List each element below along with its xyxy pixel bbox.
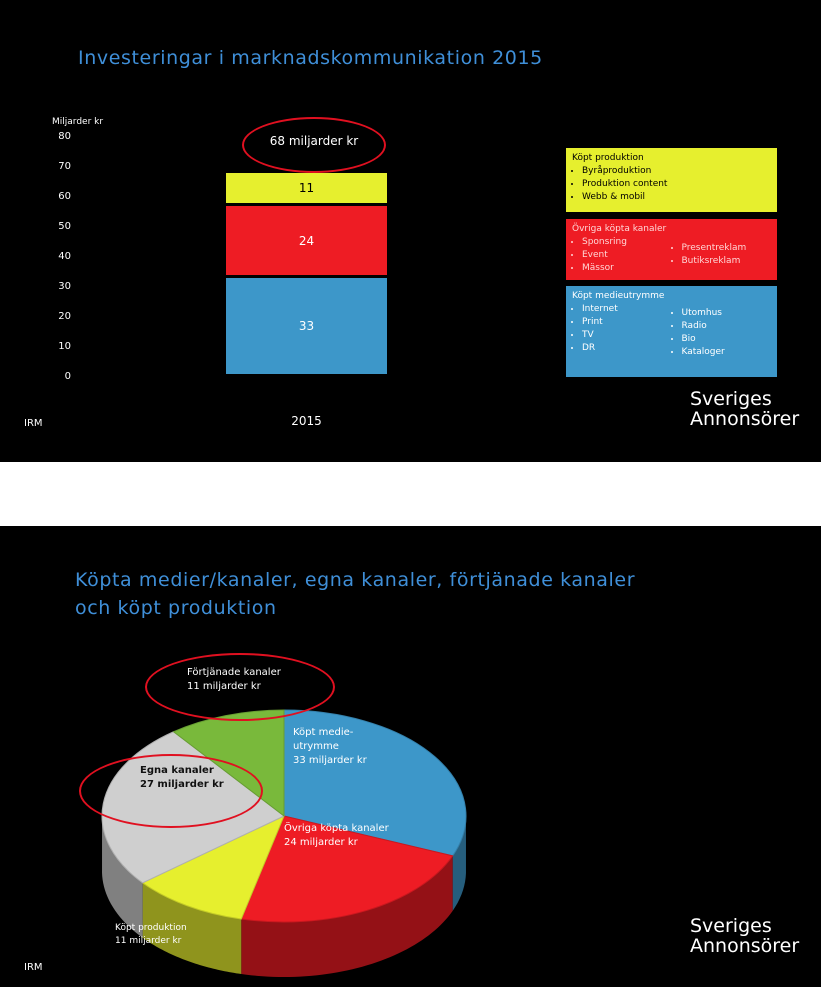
label-line: 24 miljarder kr — [284, 837, 358, 848]
y-axis-label: Miljarder kr — [52, 117, 104, 127]
legend-heading: Övriga köpta kanaler — [572, 224, 667, 234]
bar-segment-media — [226, 278, 387, 374]
legend-item: • Byråproduktion — [582, 165, 771, 178]
slide-channel-split — [0, 526, 821, 987]
label-kopt-produktion — [115, 922, 187, 948]
legend-kopt-medieutrymme — [566, 286, 777, 377]
label-line: 11 miljarder kr — [115, 936, 182, 946]
y-tick-label: 50 — [58, 221, 71, 232]
legend-item: • Kataloger — [682, 346, 772, 359]
y-tick-label: 0 — [64, 371, 71, 382]
bar-segment-ovriga — [226, 206, 387, 275]
legend-item: • Sponsring — [582, 236, 672, 249]
y-tick-label: 40 — [58, 251, 71, 262]
label-fortjanade-kanaler — [187, 666, 281, 694]
legend-ovriga-kanaler — [566, 219, 777, 280]
label-line: 33 miljarder kr — [293, 755, 367, 766]
y-tick-label: 60 — [58, 191, 71, 202]
y-tick-label: 80 — [58, 131, 71, 142]
label-egna-kanaler — [140, 764, 224, 792]
legend-item: • Mässor — [582, 262, 672, 275]
brand-line-1: Sveriges — [690, 388, 772, 410]
irm-footer: IRM — [24, 962, 43, 973]
legend-heading: Köpt produktion — [572, 153, 644, 163]
legend-item: • Utomhus — [682, 307, 772, 320]
label-kopt-medieutrymme — [293, 726, 367, 768]
total-label: 68 miljarder kr — [269, 134, 359, 148]
brand-line-2: Annonsörer — [690, 408, 800, 430]
legend-item: • Radio — [682, 320, 772, 333]
bar-value-label: 24 — [298, 233, 315, 248]
legend-heading: Köpt medieutrymme — [572, 291, 665, 301]
y-tick-label: 30 — [58, 281, 71, 292]
legend-item: • DR — [582, 342, 672, 355]
y-tick-label: 10 — [58, 341, 71, 352]
legend-item: • Butiksreklam — [682, 255, 772, 268]
chart-title-line-2: och köpt produktion — [75, 597, 277, 619]
legend-item: • Event — [582, 249, 672, 262]
label-line: Förtjänade kanaler — [187, 667, 281, 678]
legend-item: • Produktion content — [582, 178, 771, 191]
y-tick-label: 70 — [58, 161, 71, 172]
bar-segment-produktion — [226, 173, 387, 203]
brand-logo — [690, 916, 799, 956]
y-tick-label: 20 — [58, 311, 71, 322]
legend-item: • Presentreklam — [682, 242, 772, 255]
chart-title-line-1: Köpta medier/kanaler, egna kanaler, förtjänade kanaler — [75, 569, 636, 591]
label-line: utrymme — [293, 741, 339, 752]
label-line: Övriga köpta kanaler — [284, 823, 389, 834]
legend-item: • Internet — [582, 303, 672, 316]
irm-footer: IRM — [24, 418, 43, 429]
brand-line-2: Annonsörer — [690, 935, 800, 957]
brand-line-1: Sveriges — [690, 915, 772, 937]
label-line: 11 miljarder kr — [187, 681, 261, 692]
x-axis-label: 2015 — [291, 414, 322, 428]
chart-title: Investeringar i marknadskommunikation 2015 — [78, 47, 543, 69]
bar-value-label: 33 — [298, 319, 315, 333]
label-line: Egna kanaler — [140, 765, 214, 776]
bar-value-label: 11 — [298, 181, 315, 195]
legend-kopt-produktion — [566, 148, 777, 212]
label-line: 27 miljarder kr — [140, 779, 224, 790]
legend-item: • Bio — [682, 333, 772, 346]
slide-investments-2015 — [0, 0, 821, 462]
legend-item: • Webb & mobil — [582, 191, 771, 204]
brand-logo — [690, 389, 799, 429]
legend-item: • TV — [582, 329, 672, 342]
legend-item: • Print — [582, 316, 672, 329]
label-ovriga-kanaler — [284, 822, 389, 850]
label-line: Köpt produktion — [115, 923, 187, 933]
label-line: Köpt medie- — [293, 727, 354, 738]
